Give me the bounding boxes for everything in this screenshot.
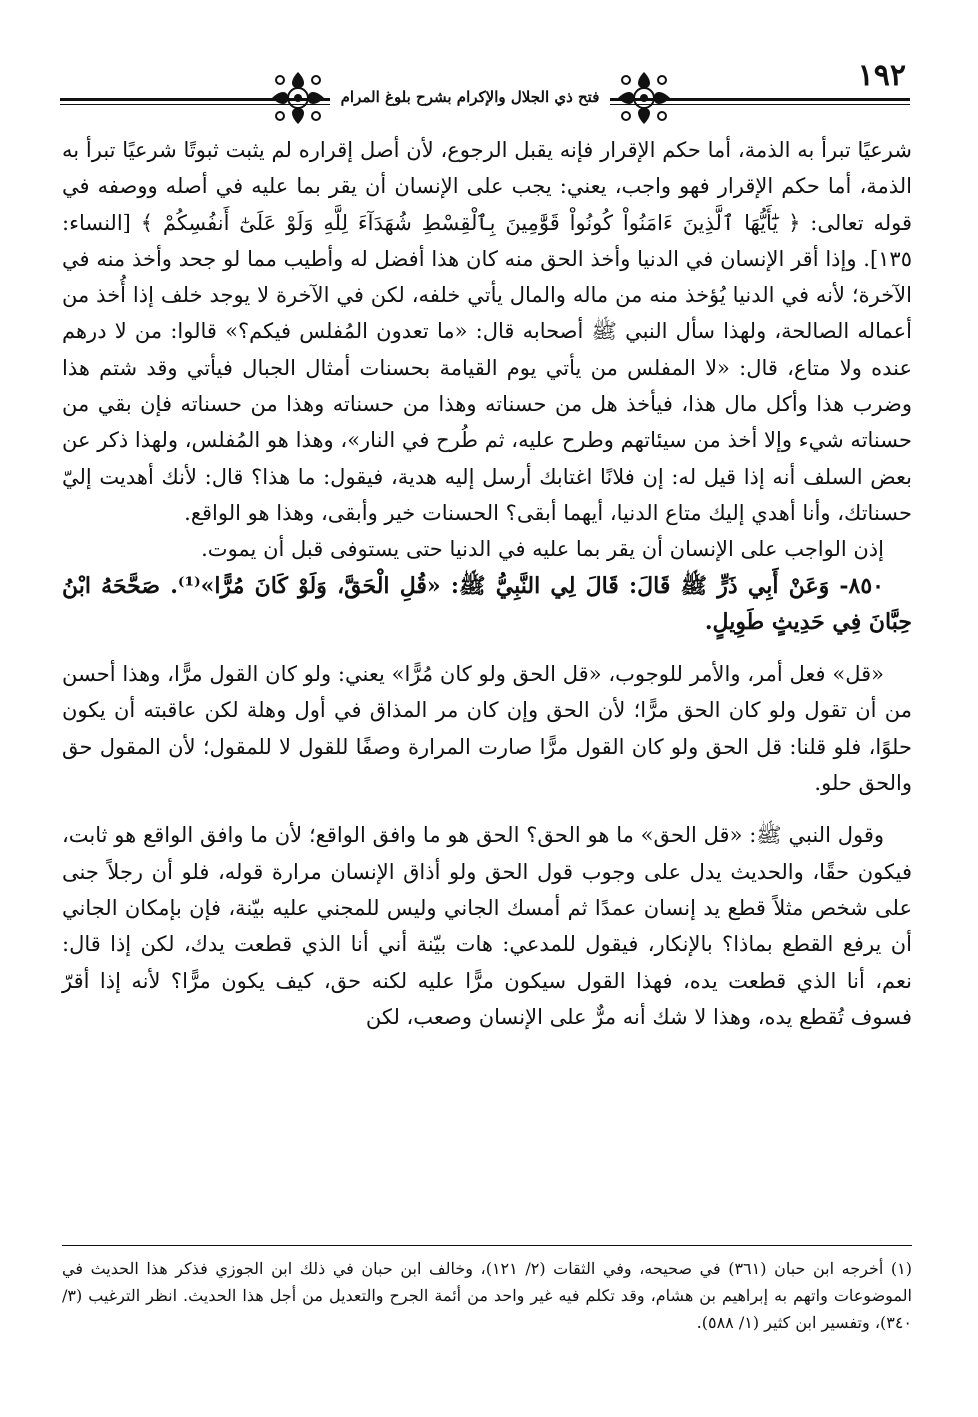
paragraph-1: شرعيًا تبرأ به الذمة، أما حكم الإقرار فإنه يقبل الرجوع، لأن أصل إقراره لم يثبت ثبوتًا شرعيًا تبرأ به الذمة، أما حكم الإقرار فهو واجب، يعني: يجب على الإنسان أن يقر بما عليه في أصله ووصفه في قوله تعالى: ﴿ يَٰٓأَيُّهَا ٱلَّذِينَ ءَامَنُواْ كُونُواْ قَوَّٰمِينَ بِٱلْقِسْطِ شُهَدَآءَ لِلَّهِ وَلَوْ عَلَىٰٓ أَنفُسِكُمْ ﴾ [النساء: ١٣٥]. وإذا أقر الإنسان في الدنيا وأخذ الحق منه كان هذا أفضل له وأطيب مما لو جحد وأخذ منه في الآخرة؛ لأنه في الدنيا يُؤخذ منه من ماله والمال يأتي خلفه، لكن في الآخرة لا يوجد خلف إذا أُخذ من أعماله الصالحة، ولهذا سأل النبي ﷺ أصحابه قال: «ما تعدون المُفلس فيكم؟» قالوا: من لا درهم عنده ولا متاع، قال: «لا المفلس من يأتي يوم القيامة بحسنات أمثال الجبال فيأتي وقد شتم هذا وضرب هذا وأكل مال هذا، فيأخذ هل من حسناته وهذا من حسناته وهذا من حسناته فإن بقي من حسناته شيء وإلا أخذ من سيئاتهم وطرح عليه، ثم طُرح في النار»، وهذا هو المُفلس، ولهذا ذكر عن بعض السلف أنه إذا قيل له: إن فلانًا اغتابك أرسل إليه هدية، فيقول: ما هذا؟ قال: لأنك أهديت إليّ حسناتك، وأنا أهدي إليك متاع الدنيا، أيهما أبقى؟ الحسنات خير وأبقى، وهذا هو الواقع. [62,138,912,525]
hadith-number: ٨٥٠- [839,572,884,599]
page-header [60,58,910,128]
paragraph-2: إذن الواجب على الإنسان أن يقر بما عليه في الدنيا حتى يستوفى قبل أن يموت. [201,537,884,562]
header-title-box [330,76,610,122]
hadith-block [62,568,912,641]
footnotes [62,1255,912,1336]
main-text [62,132,912,1035]
footnote-separator [62,1245,912,1246]
footnote-1: (١) أخرجه ابن حبان (٣٦١) في صحيحه، وفي الثقات (٢/ ١٢١)، وخالف ابن حبان في ذلك ابن الجوزي فذكر هذا الحديث في الموضوعات واتهم به إبراهيم بن هشام، وقد تكلم فيه غير واحد من أئمة الجرح والتعديل من أجل هذا الحديث. انظر الترغيب (٣/ ٣٤٠)، وتفسير ابن كثير (١/ ٥٨٨). [62,1259,912,1332]
hadith-text: وَعَنْ أَبِي ذَرٍّ ﷺ قَالَ: قَالَ لِي النَّبِيُّ ﷺ: «قُلِ الْحَقَّ، وَلَوْ كَانَ مُرًّا»⁽¹⁾. صَحَّحَهُ ابْنُ حِبَّانَ فِي حَدِيثٍ طَوِيلٍ. [62,572,912,635]
floral-ornament-icon [612,66,676,130]
paragraph-3: «قل» فعل أمر، والأمر للوجوب، «قل الحق ولو كان مُرًّا» يعني: ولو كان القول مرًّا، وهذا أحسن من أن تقول ولو كان الحق مرًّا؛ لأن الحق وإن كان مر المذاق في أول وهلة لكن عاقبته أن يكون حلوًا، فلو قلنا: قل الحق ولو كان القول مرًّا صارت المرارة وصفًا للقول لا للمقول؛ لأن المقول حق والحق حلو. [62,662,912,796]
floral-ornament-icon [266,66,330,130]
page-number: ١٩٢ [857,58,906,93]
book-title: فتح ذي الجلال والإكرام بشرح بلوغ المرام [340,88,600,106]
paragraph-4: وقول النبي ﷺ: «قل الحق» ما هو الحق؟ الحق هو ما وافق الواقع؛ لأن ما وافق الواقع هو ثابت، فيكون حقًا، والحديث يدل على وجوب قول الحق ولو أذاق الإنسان مرارة قوله، فلو أن رجلاً جنى على شخص مثلاً قطع يد إنسان عمدًا ثم أمسك الجاني وليس للمجني عليه بيّنة، فإن بإمكان الجاني أن يرفع القطع بماذا؟ بالإنكار، فيقول للمدعي: هات بيّنة أني أنا الذي قطعت يدك، لكن إذا قال: نعم، أنا الذي قطعت يده، فهذا القول سيكون مرًّا عليه لكنه حق، كيف يكون مرًّا؟ لأنه إذا أقرّ فسوف تُقطع يده، وهذا لا شك أنه مرٌّ على الإنسان وصعب، لكن [62,823,912,1029]
